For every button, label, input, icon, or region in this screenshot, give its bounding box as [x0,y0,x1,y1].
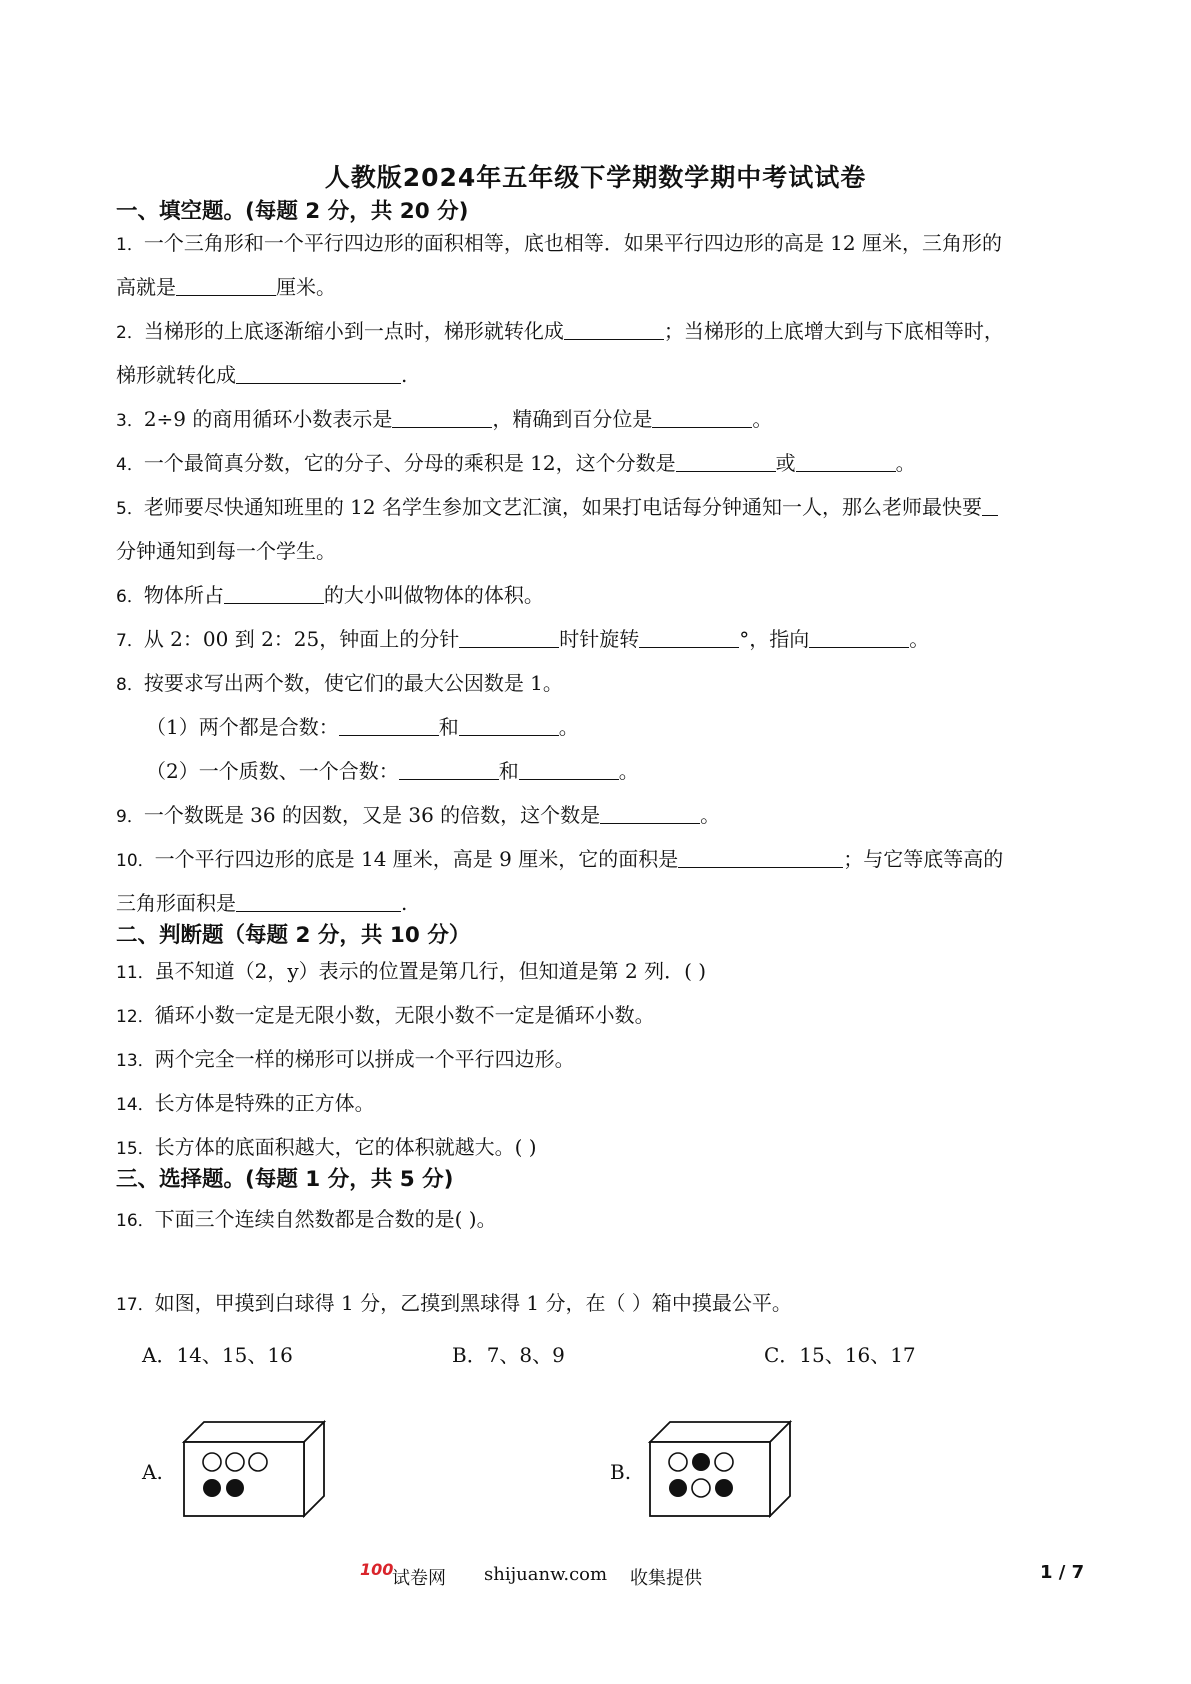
question-text: 或 [775,451,796,475]
question-number: 3． [116,411,144,431]
question-text: 。 [558,715,579,739]
question-16 [116,1196,1086,1244]
question-text: . [401,891,408,915]
question-4 [116,440,1086,488]
question-text: 2÷9 的商用循环小数表示是 [143,407,393,431]
black-ball [669,1479,687,1497]
footer-site-name: 试卷网 [392,1568,446,1589]
figure-b-label: B. [610,1460,632,1484]
question-number: 5． [116,499,144,519]
question-17 [116,1280,1086,1328]
question-text: 分钟通知到每一个学生。 [116,539,336,563]
box-front-face [184,1442,304,1516]
answer-blank[interactable] [796,451,896,472]
answer-blank[interactable] [676,451,776,472]
question-text: 。 [700,803,721,827]
question-text: 的大小叫做物体的体积。 [323,583,544,607]
question-1 [116,220,1086,268]
question-text: 。 [909,627,930,651]
answer-blank[interactable] [564,319,664,340]
section-heading-multiple-choice: 三、选择题。(每题 1 分，共 5 分) [116,1167,454,1192]
question-number: 2． [116,323,144,343]
answer-blank[interactable] [639,627,739,648]
answer-blank[interactable] [809,627,909,648]
black-ball [226,1479,244,1497]
answer-blank[interactable] [224,583,324,604]
box-front-face [650,1442,770,1516]
section-heading-fill-blank: 一、填空题。(每题 2 分，共 20 分) [116,199,469,224]
answer-blank[interactable] [459,627,559,648]
answer-blank[interactable] [236,363,401,384]
question-text: ；当梯形的上底增大到与下底相等时， [663,319,1004,343]
site-logo: 100 [360,1560,394,1579]
box-top-face [650,1422,790,1442]
question-text: 和 [438,715,459,739]
white-ball [692,1479,710,1497]
section-heading-true-false: 二、判断题（每题 2 分，共 10 分） [116,923,471,948]
question-text: 长方体的底面积越大，它的体积就越大。( ) [154,1135,537,1159]
question-text: 循环小数一定是无限小数，无限小数不一定是循环小数。 [154,1003,655,1027]
question-text: 高就是 [116,275,176,299]
question-text: 虽不知道（2，y）表示的位置是第几行，但知道是第 2 列．( ) [154,959,707,983]
question-number: 1． [116,235,144,255]
black-ball [692,1453,710,1471]
footer-domain[interactable]: shijuanw.com [484,1564,608,1585]
question-14 [116,1080,1086,1128]
white-ball [249,1453,267,1471]
page-number: 1 / 7 [1040,1562,1085,1583]
question-number: 6． [116,587,144,607]
question-text: 如图，甲摸到白球得 1 分，乙摸到黑球得 1 分，在（ ）箱中摸最公平。 [154,1291,792,1315]
question-5 [116,484,1086,532]
question-text: ，精确到百分位是 [492,407,653,431]
black-ball [715,1479,733,1497]
question-number: 11． [116,963,155,983]
question-text: 一个最简真分数，它的分子、分母的乘积是 12，这个分数是 [143,451,676,475]
question-number: 17． [116,1295,155,1315]
question-10 [116,836,1086,884]
black-ball [203,1479,221,1497]
question-8-part-2 [146,748,1116,794]
question-number: 13． [116,1051,155,1071]
answer-blank[interactable] [176,275,276,296]
question-13 [116,1036,1086,1084]
question-3 [116,396,1086,444]
figure-a-label: A. [142,1460,163,1484]
white-ball [203,1453,221,1471]
question-text: 物体所占 [143,583,224,607]
option-a[interactable]: A．14、15、16 [142,1343,293,1367]
answer-blank[interactable] [652,407,752,428]
question-number: 10． [116,851,155,871]
question-6 [116,572,1086,620]
question-11 [116,948,1086,996]
question-text: 一个数既是 36 的因数，又是 36 的倍数，这个数是 [143,803,601,827]
white-ball [715,1453,733,1471]
page-title: 人教版2024年五年级下学期数学期中考试试卷 [324,163,867,192]
white-ball [669,1453,687,1471]
question-text: 。 [752,407,773,431]
answer-blank[interactable] [392,407,492,428]
question-text: 时针旋转 [559,627,640,651]
answer-blank[interactable] [519,759,619,780]
question-5-line2 [116,528,1086,574]
question-number: 12． [116,1007,155,1027]
question-text: 和 [498,759,519,783]
option-c[interactable]: C．15、16、17 [764,1343,916,1367]
ball-box-b [646,1418,796,1518]
question-text: 长方体是特殊的正方体。 [154,1091,375,1115]
answer-blank[interactable] [399,759,499,780]
question-text: 。 [895,451,916,475]
question-9 [116,792,1086,840]
question-8 [116,660,1086,708]
answer-blank[interactable] [678,847,843,868]
question-1-line2 [116,264,1086,310]
question-8-part-1 [146,704,1116,750]
question-number: 8． [116,675,144,695]
footer-provider: 收集提供 [630,1568,702,1589]
question-number: 14． [116,1095,155,1115]
question-text: 一个三角形和一个平行四边形的面积相等，底也相等．如果平行四边形的高是 12 厘米，三角形的 [143,231,1002,255]
question-text: 两个完全一样的梯形可以拼成一个平行四边形。 [154,1047,575,1071]
question-text: 三角形面积是 [116,891,236,915]
question-text: 。 [618,759,639,783]
question-number: 16． [116,1211,155,1231]
question-text: （1）两个都是合数： [146,715,339,739]
ball-box-a [180,1418,330,1518]
answer-blank[interactable] [600,803,700,824]
question-text: 老师要尽快通知班里的 12 名学生参加文艺汇演，如果打电话每分钟通知一人，那么老师最快要 [143,495,982,519]
question-text: 梯形就转化成 [116,363,236,387]
question-number: 7． [116,631,144,651]
answer-blank[interactable] [459,715,559,736]
question-2-line2 [116,352,1086,398]
question-number: 9． [116,807,144,827]
question-text: 下面三个连续自然数都是合数的是( )。 [154,1207,497,1231]
question-text: 一个平行四边形的底是 14 厘米，高是 9 厘米，它的面积是 [154,847,679,871]
question-12 [116,992,1086,1040]
question-text: ；与它等底等高的 [843,847,1004,871]
question-text: 厘米。 [276,275,336,299]
box-top-face [184,1422,324,1442]
question-text: °，指向 [739,627,810,651]
white-ball [226,1453,244,1471]
question-2 [116,308,1086,356]
question-text: 当梯形的上底逐渐缩小到一点时，梯形就转化成 [143,319,564,343]
answer-blank[interactable] [339,715,439,736]
answer-blank[interactable] [982,495,998,516]
question-7 [116,616,1086,664]
question-text: 从 2：00 到 2：25，钟面上的分针 [143,627,460,651]
question-text: 按要求写出两个数，使它们的最大公因数是 1。 [143,671,563,695]
option-b[interactable]: B．7、8、9 [452,1343,565,1367]
question-number: 4． [116,455,144,475]
answer-blank[interactable] [236,891,401,912]
question-text: （2）一个质数、一个合数： [146,759,399,783]
question-text: . [401,363,408,387]
question-number: 15． [116,1139,155,1159]
